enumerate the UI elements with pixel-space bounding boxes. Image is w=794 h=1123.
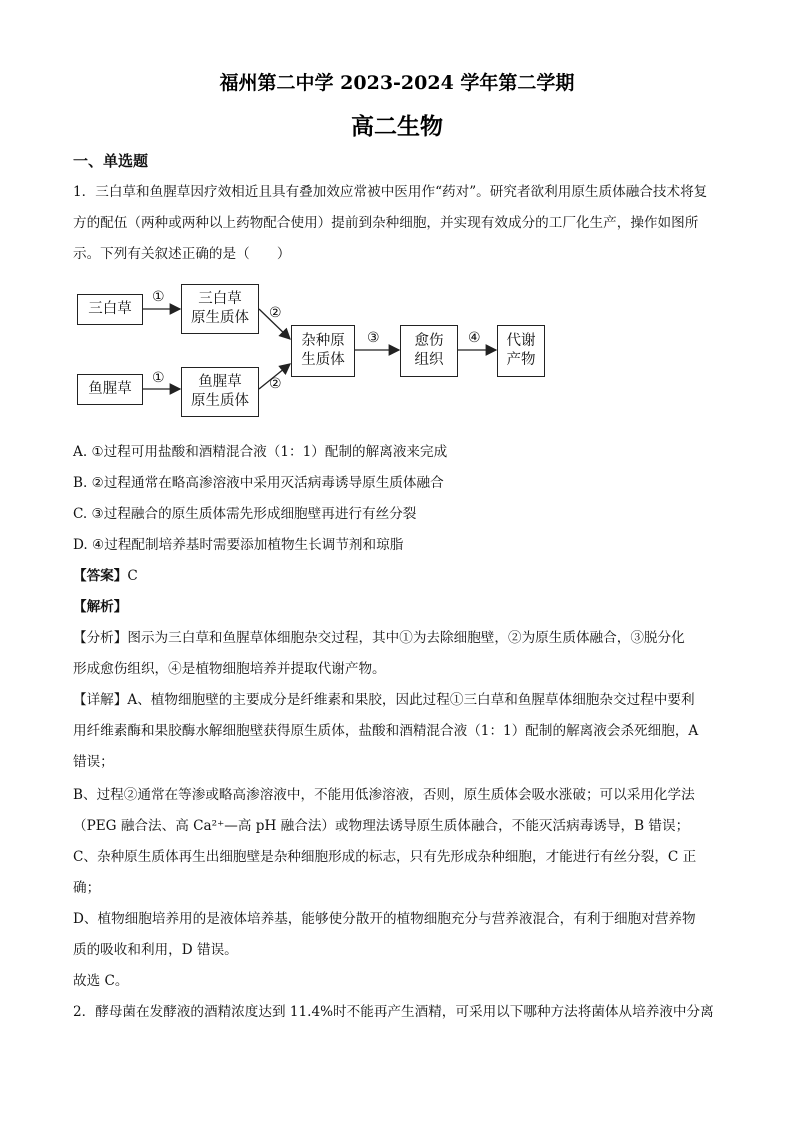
process-diagram [73,278,553,426]
box-callus [400,325,458,377]
box-c-line2: 原生质体 [191,310,249,326]
box-f-line2: 组织 [414,352,444,368]
option-b: B. ②过程通常在略高渗溶液中采用灭活病毒诱导原生质体融合 [73,475,444,491]
subject-title: 高二生物 [351,113,443,140]
step-2a-label: ② [269,305,282,321]
analysis-line-6: B、过程②通常在等渗或略高渗溶液中，不能用低渗溶液，否则，原生质体会吸水涨破；可以采用化学法 [73,787,695,803]
box-d-line1: 鱼腥草 [198,374,242,390]
box-e-line2: 生质体 [301,352,345,368]
box-sanbaicao-label: 三白草 [88,301,132,317]
option-a: A. ①过程可用盐酸和酒精混合液（1：1）配制的解离液来完成 [73,444,448,460]
step-3-label: ③ [367,330,380,346]
box-yuxingcao [77,374,143,405]
box-sanbaicao [77,294,143,325]
analysis-tag: 【解析】 [73,599,128,615]
answer-line [73,567,138,585]
box-yuxingcao-label: 鱼腥草 [88,381,132,397]
analysis-line-9: 确； [73,880,101,896]
option-d: D. ④过程配制培养基时需要添加植物生长调节剂和琼脂 [73,537,404,553]
q2-stem: 2．酵母菌在发酵液的酒精浓度达到 11.4%时不能再产生酒精，可采用以下哪种方法将菌体从培养液中分离 [73,1004,714,1020]
section-title: 一、单选题 [73,152,149,170]
answer-value: C [127,568,138,584]
step-4-label: ④ [468,330,481,346]
answer-tag: 【答案】 [73,568,128,584]
analysis-line-7: （PEG 融合法、高 Ca²⁺—高 pH 融合法）或物理法诱导原生质体融合，不能灭活病毒诱导，B 错误； [73,818,690,834]
q1-stem-line-3: 示。下列有关叙述正确的是（ ） [73,246,291,262]
box-f-line1: 愈伤 [414,333,444,349]
box-hybrid-protoplast [291,325,355,377]
analysis-line-3: 【详解】A、植物细胞壁的主要成分是纤维素和果胶，因此过程①三白草和鱼腥草体细胞杂交过程中要利 [73,692,695,708]
analysis-line-12: 故选 C。 [73,973,129,989]
box-sanbaicao-protoplast [181,284,259,334]
analysis-line-10: D、植物细胞培养用的是液体培养基，能够使分散开的植物细胞充分与营养液混合，有利于细胞对营养物 [73,911,696,927]
analysis-line-8: C、杂种原生质体再生出细胞壁是杂种细胞形成的标志，只有先形成杂种细胞，才能进行有丝分裂，C 正 [73,849,697,865]
analysis-line-2: 形成愈伤组织，④是植物细胞培养并提取代谢产物。 [73,661,386,677]
step-1b-label: ① [152,370,165,386]
step-1a-label: ① [152,289,165,305]
school-title: 福州第二中学 2023-2024 学年第二学期 [219,72,575,94]
box-g-line2: 产物 [506,352,536,368]
box-c-line1: 三白草 [198,291,242,307]
box-metabolite [497,325,545,377]
box-d-line2: 原生质体 [191,393,249,409]
step-2b-label: ② [269,376,282,392]
box-e-line1: 杂种原 [301,333,345,349]
q1-stem-line-2: 方的配伍（两种或两种以上药物配合使用）提前到杂种细胞，并实现有效成分的工厂化生产，操作如图所 [73,215,699,231]
q1-stem-line-1: 1．三白草和鱼腥草因疗效相近且具有叠加效应常被中医用作“药对”。研究者欲利用原生质体融合技术将复 [73,184,708,200]
analysis-line-5: 错误； [73,754,114,770]
box-g-line1: 代谢 [506,333,536,349]
analysis-line-4: 用纤维素酶和果胶酶水解细胞壁获得原生质体，盐酸和酒精混合液（1：1）配制的解离液会杀死细胞，A [73,723,699,739]
analysis-line-11: 质的吸收和利用，D 错误。 [73,942,238,958]
box-yuxingcao-protoplast [181,367,259,417]
analysis-line-1: 【分析】图示为三白草和鱼腥草体细胞杂交过程，其中①为去除细胞壁，②为原生质体融合，③脱分化 [73,630,685,646]
option-c: C. ③过程融合的原生质体需先形成细胞壁再进行有丝分裂 [73,506,417,522]
